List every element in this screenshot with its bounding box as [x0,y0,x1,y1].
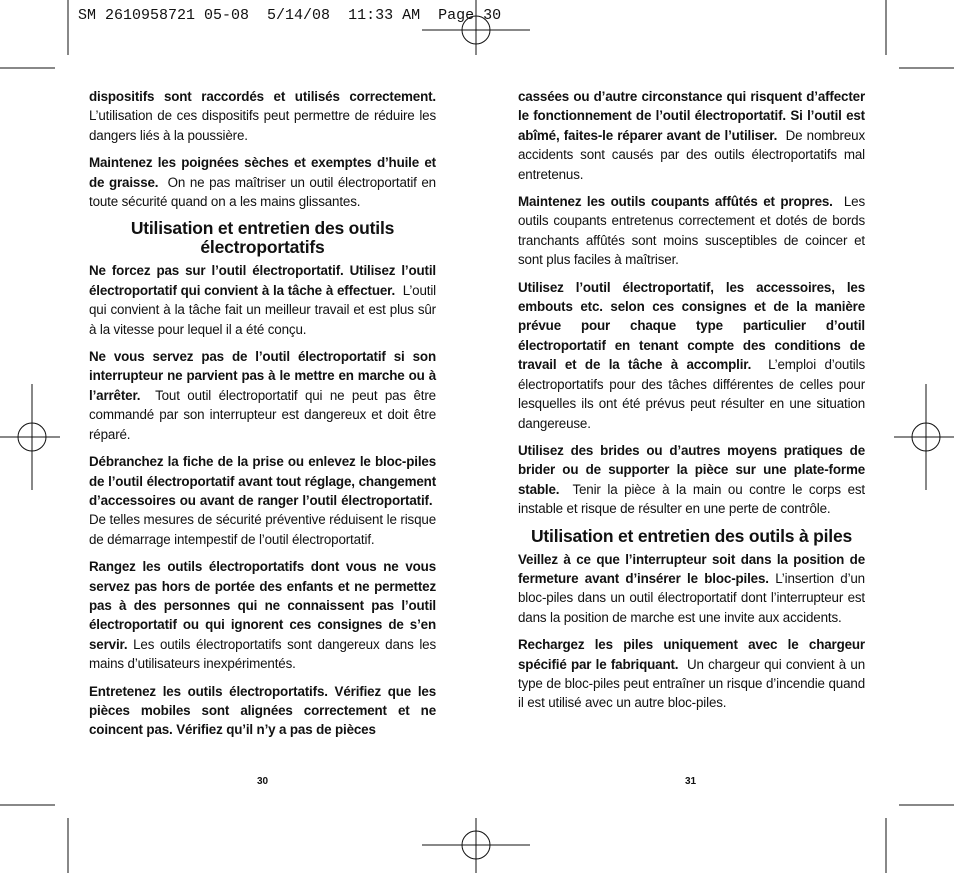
body-text: L’emploi d’outils électroportatifs pour des tâches différentes de celles pour lesquelles ils ont été prévus peut résulter en une situation dangereuse. [518,357,865,431]
bold-lead: Maintenez les outils coupants affûtés et propres. [518,194,833,210]
registration-mark-bottom [422,818,530,873]
bold-lead: dispositifs sont raccordés et utilisés correctement. [89,89,436,104]
paragraph [518,635,865,713]
page-31-column [518,87,865,721]
paragraph [518,441,865,519]
paragraph [518,87,865,184]
registration-mark-top [422,0,530,55]
body-text: L’outil qui convient à la tâche fait un meilleur travail et est plus sûr à la vitesse pour lequel il a été conçu. [89,282,436,337]
paragraph [89,261,436,339]
paragraph [89,347,436,444]
page-number-left: 30 [257,776,269,787]
bold-lead: cassées ou d’autre circonstance qui risquent d’affecter le fonctionnement de l’outil électroportatif. Si l’outil est abîmé, faites-le réparer avant de l’utiliser. [518,89,865,143]
paragraph [89,87,436,145]
section-heading: Utilisation et entretien des outils à piles [530,525,853,546]
bold-lead: Ne forcez pas sur l’outil électroportatif. Utilisez l’outil électroportatif qui convient à la tâche à effectuer. [89,263,436,298]
registration-mark-right [894,384,954,490]
body-text: L’insertion d’un bloc-piles dans un outil électroportatif dont l’interrupteur est dans la position de marche est une invite aux accidents. [518,570,865,625]
bold-lead: Utilisez l’outil électroportatif, les accessoires, les embouts etc. selon ces consignes et de la manière prévue pour chaque type particulier d’outil électroportatif en tenant compte des conditions de travail et de la tâche à accomplir. [518,279,865,373]
bold-lead: Débranchez la fiche de la prise ou enlevez le bloc-piles de l’outil électroportatif avant tout réglage, changement d’accessoires ou avant de ranger l’outil électroportatif. [89,454,436,508]
paragraph [89,557,436,673]
slug-file: SM 2610958721 05-08 [78,7,250,24]
bold-lead: Maintenez les poignées sèches et exemptes d’huile et de graisse. [89,155,436,190]
body-text: Un chargeur qui convient à un type de bloc-piles peut entraîner un risque d’incendie quand il est utilisé avec un autre bloc-piles. [518,656,866,711]
bold-lead: Entretenez les outils électroportatifs. Vérifiez que les pièces mobiles sont alignées correctement et ne coincent pas. Vérifiez qu’il n’y a pas de pièces [89,683,436,738]
slug-date: 5/14/08 [267,7,331,24]
bold-lead: Utilisez des brides ou d’autres moyens pratiques de brider ou de supporter la pièce sur une plate-forme stable. [518,442,865,497]
body-text: De nombreux accidents sont causés par des outils électroportatifs mal entretenus. [518,127,865,182]
section-heading: Utilisation et entretien des outils électroportatifs [130,218,395,258]
registration-mark-left [0,384,60,490]
slug-time: 11:33 AM [348,7,421,24]
page-number-right: 31 [685,776,697,787]
paragraph [89,452,436,549]
bold-lead: Rechargez les piles uniquement avec le chargeur spécifié par le fabriquant. [518,637,865,672]
body-text: Tenir la pièce à la main ou contre le corps est instable et risque de résulter en une perte de contrôle. [518,481,865,517]
body-text: Les outils électroportatifs sont dangereux dans les mains d’utilisateurs inexpérimentés. [89,636,436,672]
paragraph [89,682,436,740]
body-text: On ne pas maîtriser un outil électroportatif en toute sécurité quand on a les mains glissantes. [89,174,436,210]
body-text: L’utilisation de ces dispositifs peut permettre de réduire les dangers liés à la poussière. [89,108,436,143]
bold-lead: Rangez les outils électroportatifs dont vous ne vous servez pas hors de portée des enfants et ne permettez pas à des personnes qui ne connaissent pas l’outil électroportatif ou qui ignorent ces consignes de s’en servir. [89,559,436,652]
bold-lead: Veillez à ce que l’interrupteur soit dans la position de fermeture avant d’insérer le bloc-piles. [518,551,865,586]
paragraph [518,550,865,628]
body-text: Les outils coupants entretenus correctement et dotés de bords tranchants affûtés sont moins susceptibles de coincer et sont plus faciles à maîtriser. [518,194,865,268]
bold-lead: Ne vous servez pas de l’outil électroportatif si son interrupteur ne parvient pas à le mettre en marche ou à l’arrêter. [89,349,436,403]
paragraph [518,278,865,433]
body-text: De telles mesures de sécurité préventive réduisent le risque de démarrage intempestif de l’outil électroportatif. [89,512,436,547]
page-30-column [89,87,436,748]
paragraph [518,192,865,270]
slug-page: Page 30 [438,7,502,24]
body-text: Tout outil électroportatif qui ne peut pas être commandé par son interrupteur est dangereux et doit être réparé. [89,387,436,442]
paragraph [89,153,436,211]
